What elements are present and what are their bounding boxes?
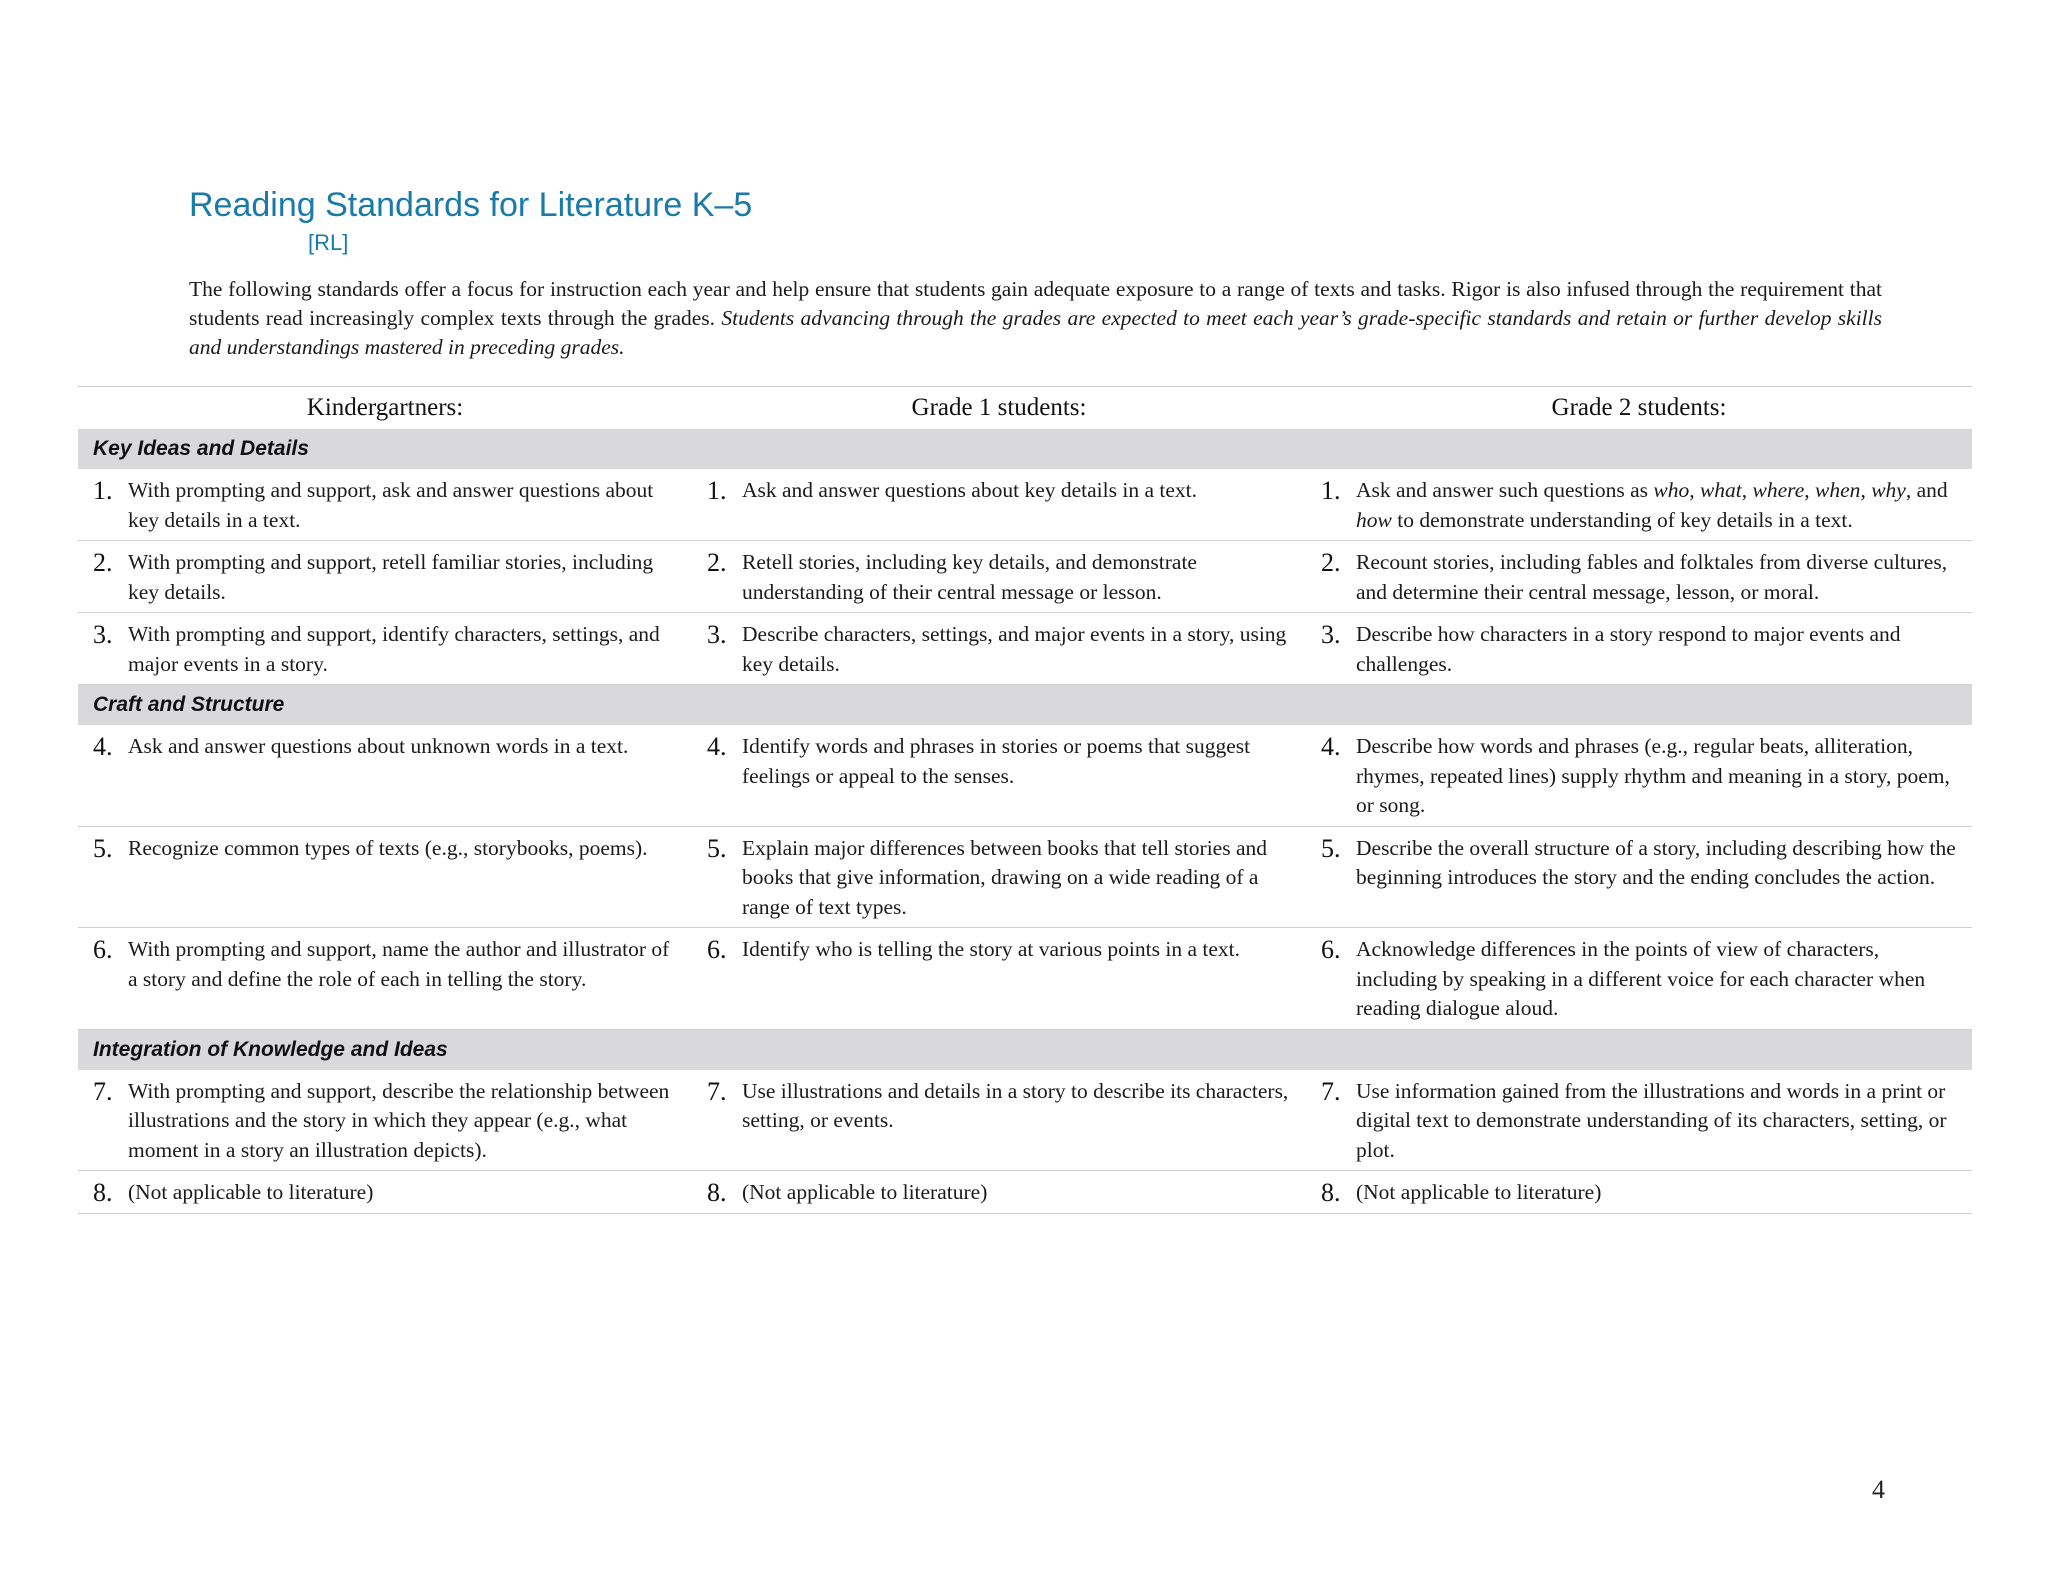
standard-cell-grade-2 [1306, 1070, 1972, 1171]
standard-number: 8. [707, 1178, 727, 1207]
table-row [78, 1171, 1972, 1214]
page-subtitle: [RL] [308, 230, 349, 255]
section-header: Craft and Structure [78, 685, 1972, 726]
standard-text: Use information gained from the illustrations and words in a print or digital text to demonstrate understanding of its characters, setting, or plot. [1356, 1078, 1947, 1162]
standard-number: 4. [707, 732, 727, 761]
standard-text: Retell stories, including key details, and demonstrate understanding of their central message or lesson. [742, 550, 1197, 604]
standard-cell-grade-1 [692, 613, 1306, 685]
standard-number: 1. [1321, 476, 1341, 505]
standard-number: 7. [1321, 1076, 1341, 1106]
standard-cell-grade-1 [692, 469, 1306, 541]
table-row [78, 469, 1972, 541]
standard-text: With prompting and support, describe the relationship between illustrations and the story in which they appear (e.g., what moment in a story an illustration depicts). [128, 1078, 670, 1162]
standard-text: Ask and answer such questions as who, what, where, when, why, and how to demonstrate understanding of key details in a text. [1356, 478, 1948, 532]
standard-text: With prompting and support, name the author and illustrator of a story and define the role of each in telling the story. [128, 937, 670, 991]
standard-text: Describe characters, settings, and major events in a story, using key details. [742, 622, 1287, 676]
section-header: Integration of Knowledge and Ideas [78, 1029, 1972, 1070]
standard-text: Recognize common types of texts (e.g., storybooks, poems). [128, 835, 648, 860]
table-row [78, 725, 1972, 826]
standard-number: 5. [1321, 833, 1341, 863]
table-row [78, 928, 1972, 1030]
standard-cell-grade-1 [692, 1171, 1306, 1214]
standard-number: 5. [93, 833, 113, 863]
section-header-row [78, 1029, 1972, 1070]
standard-cell-grade-2 [1306, 928, 1972, 1030]
standard-cell-kindergarten [78, 1171, 692, 1214]
standard-number: 6. [1321, 935, 1341, 964]
standard-number: 3. [707, 620, 727, 649]
standard-cell-grade-1 [692, 725, 1306, 826]
intro-italic-text: Students advancing through the grades are expected to meet each year’s grade-specific standards and retain or further develop skills and understandings mastered in preceding grades. [189, 306, 1882, 359]
standard-number: 8. [1321, 1178, 1341, 1207]
standard-cell-grade-2 [1306, 725, 1972, 826]
standard-text: Identify words and phrases in stories or poems that suggest feelings or appeal to the senses. [742, 734, 1251, 788]
standard-text: (Not applicable to literature) [742, 1180, 988, 1204]
standard-cell-grade-2 [1306, 613, 1972, 685]
standard-number: 7. [707, 1076, 727, 1106]
standard-cell-kindergarten [78, 928, 692, 1030]
standard-text: Explain major differences between books that tell stories and books that give information, drawing on a wide reading of a range of text types. [742, 835, 1267, 919]
table-row [78, 826, 1972, 928]
section-header-row [78, 429, 1972, 469]
standard-text: Identify who is telling the story at various points in a text. [742, 937, 1241, 961]
column-header-kindergarten: Kindergartners: [78, 387, 692, 430]
column-header-grade-1: Grade 1 students: [692, 387, 1306, 430]
column-header-grade-2: Grade 2 students: [1306, 387, 1972, 430]
standard-number: 2. [93, 548, 113, 577]
table-row [78, 1070, 1972, 1171]
standard-cell-kindergarten [78, 725, 692, 826]
standard-text: Recount stories, including fables and folktales from diverse cultures, and determine their central message, lesson, or moral. [1356, 550, 1948, 604]
standard-text: With prompting and support, ask and answer questions about key details in a text. [128, 478, 654, 532]
standard-number: 2. [1321, 548, 1341, 577]
standard-cell-kindergarten [78, 613, 692, 685]
standard-text: Describe how characters in a story respond to major events and challenges. [1356, 622, 1901, 676]
section-header: Key Ideas and Details [78, 429, 1972, 469]
standard-cell-kindergarten [78, 826, 692, 928]
standard-text: Use illustrations and details in a story to describe its characters, setting, or events. [742, 1078, 1289, 1132]
standard-number: 4. [1321, 732, 1341, 761]
standard-text: With prompting and support, retell familiar stories, including key details. [128, 550, 654, 604]
table-row [78, 613, 1972, 685]
standard-cell-grade-2 [1306, 541, 1972, 613]
table-row [78, 541, 1972, 613]
standard-cell-grade-1 [692, 1070, 1306, 1171]
section-header-row [78, 685, 1972, 726]
standard-number: 8. [93, 1178, 113, 1207]
standard-number: 1. [93, 476, 113, 505]
standard-text: Ask and answer questions about unknown words in a text. [128, 734, 629, 758]
standard-cell-grade-1 [692, 826, 1306, 928]
standard-number: 7. [93, 1076, 113, 1106]
standard-cell-kindergarten [78, 469, 692, 541]
intro-paragraph [189, 275, 1882, 362]
intro-plain-text: The following standards offer a focus for instruction each year and help ensure that students gain adequate exposure to a range of texts and tasks. Rigor is also infused through the requirement that students read increasingly complex texts through the grades. [189, 277, 1882, 330]
table-header-row [78, 387, 1972, 430]
standard-cell-grade-2 [1306, 826, 1972, 928]
standard-number: 6. [93, 935, 113, 964]
page-number: 4 [1872, 1475, 1885, 1504]
standards-table [78, 386, 1972, 1214]
standard-text: (Not applicable to literature) [1356, 1180, 1602, 1204]
standard-cell-kindergarten [78, 541, 692, 613]
standard-text: Describe how words and phrases (e.g., regular beats, alliteration, rhymes, repeated lines) supply rhythm and meaning in a story, poem, or song. [1356, 734, 1950, 817]
standard-text: Ask and answer questions about key details in a text. [742, 478, 1197, 502]
page-title: Reading Standards for Literature K–5 [189, 186, 753, 224]
standard-number: 2. [707, 548, 727, 577]
standard-cell-grade-2 [1306, 1171, 1972, 1214]
standard-cell-grade-2 [1306, 469, 1972, 541]
standard-number: 1. [707, 476, 727, 505]
standard-number: 3. [1321, 620, 1341, 649]
standard-cell-grade-1 [692, 928, 1306, 1030]
standard-number: 3. [93, 620, 113, 649]
standard-text: (Not applicable to literature) [128, 1180, 374, 1204]
standard-number: 5. [707, 833, 727, 863]
standard-text: With prompting and support, identify characters, settings, and major events in a story. [128, 622, 660, 676]
standard-cell-grade-1 [692, 541, 1306, 613]
standard-number: 6. [707, 935, 727, 964]
standard-cell-kindergarten [78, 1070, 692, 1171]
standard-text: Acknowledge differences in the points of view of characters, including by speaking in a different voice for each character when reading dialogue aloud. [1356, 937, 1926, 1020]
standard-text: Describe the overall structure of a story, including describing how the beginning introduces the story and the ending concludes the action. [1356, 835, 1956, 889]
table-body [78, 429, 1972, 1213]
standard-number: 4. [93, 732, 113, 761]
